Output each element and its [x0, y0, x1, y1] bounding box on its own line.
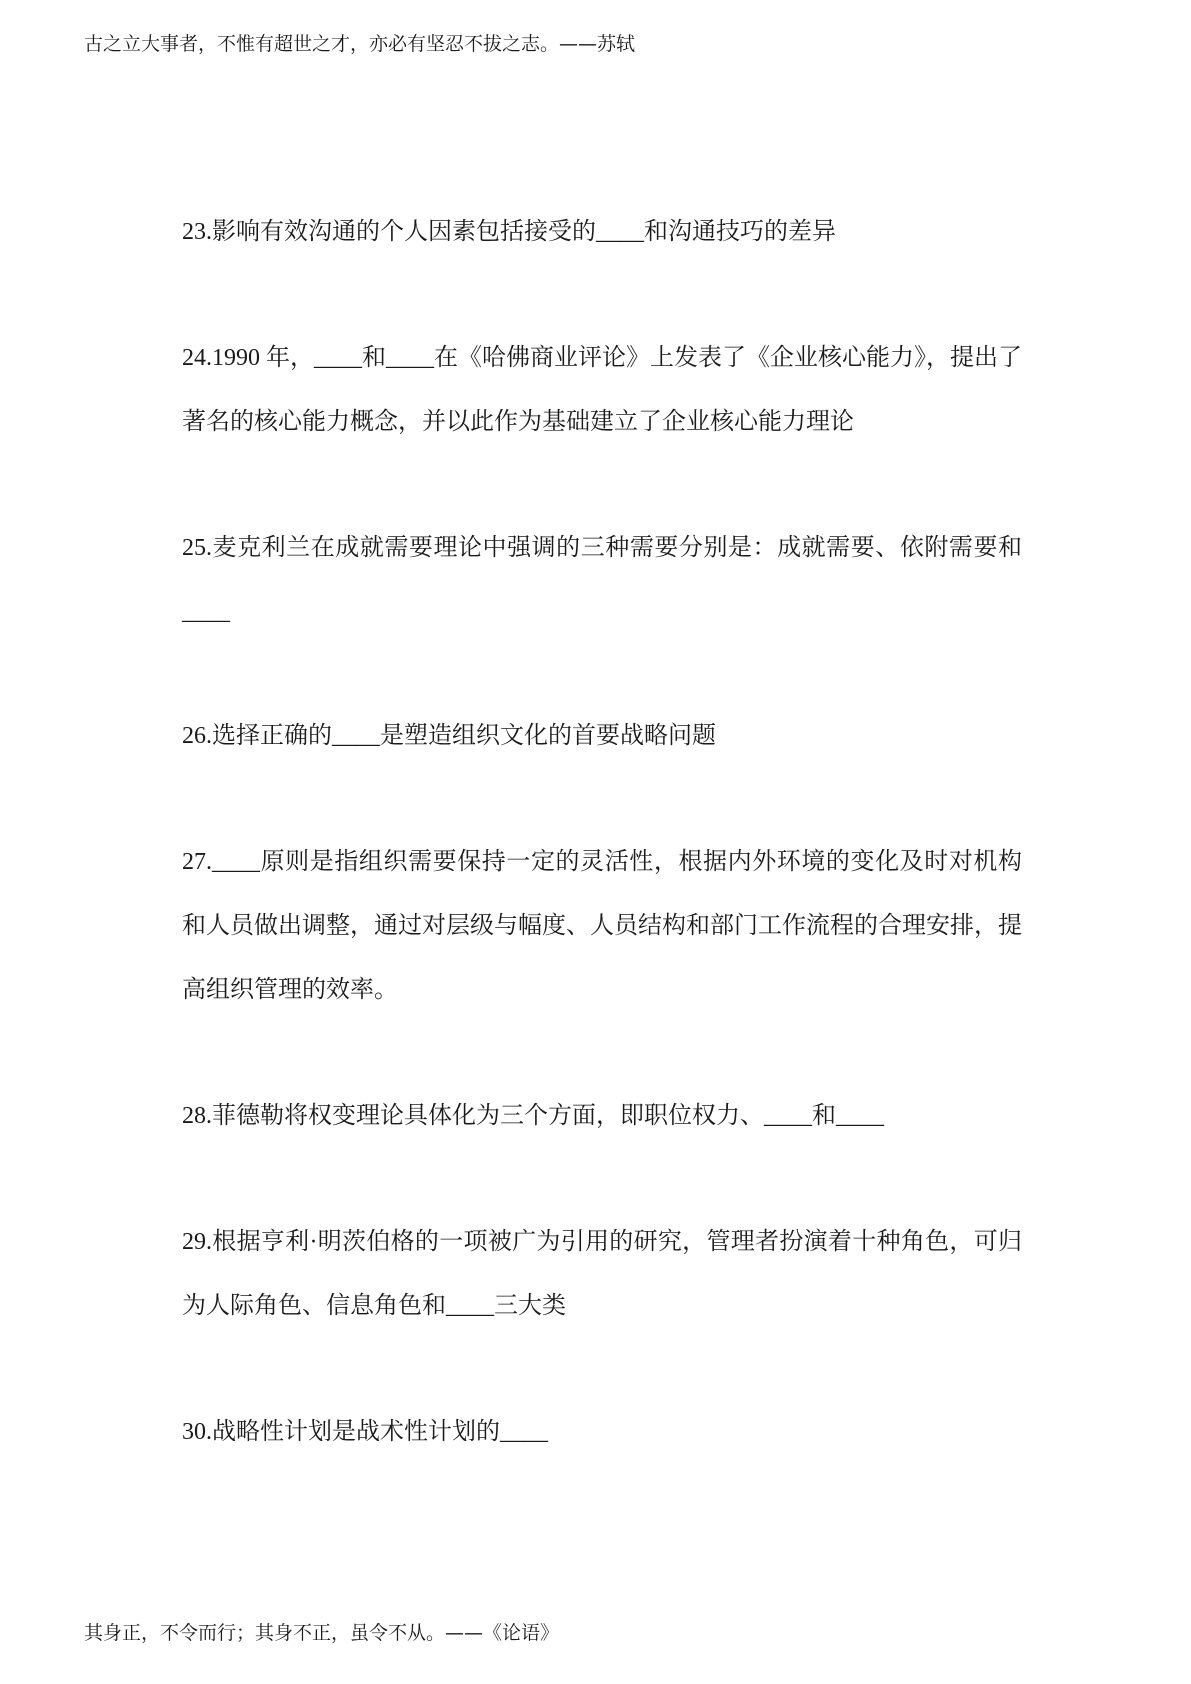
question-28: 28.菲德勒将权变理论具体化为三个方面，即职位权力、____和____: [182, 1103, 884, 1129]
question-27: 27.____原则是指组织需要保持一定的灵活性，根据内外环境的变化及时对机构和人员做出调整，通过对层级与幅度、人员结构和部门工作流程的合理安排，提高组织管理的效率。: [182, 849, 1022, 1003]
footer-quote: 其身正，不令而行；其身不正，虽令不从。——《论语》: [84, 1622, 560, 1644]
question-23: 23.影响有效沟通的个人因素包括接受的____和沟通技巧的差异: [182, 219, 836, 245]
question-30: 30.战略性计划是战术性计划的____: [182, 1419, 548, 1445]
question-24: 24.1990 年，____和____在《哈佛商业评论》上发表了《企业核心能力》，提出了著名的核心能力概念，并以此作为基础建立了企业核心能力理论: [182, 345, 1022, 435]
question-29: 29.根据亨利·明茨伯格的一项被广为引用的研究，管理者扮演着十种角色，可归为人际角色、信息角色和____三大类: [182, 1229, 1022, 1319]
header-quote: 古之立大事者，不惟有超世之才，亦必有坚忍不拔之志。——苏轼: [84, 33, 636, 55]
question-26: 26.选择正确的____是塑造组织文化的首要战略问题: [182, 723, 716, 749]
question-25: 25.麦克利兰在成就需要理论中强调的三种需要分别是：成就需要、依附需要和____: [182, 535, 1022, 625]
